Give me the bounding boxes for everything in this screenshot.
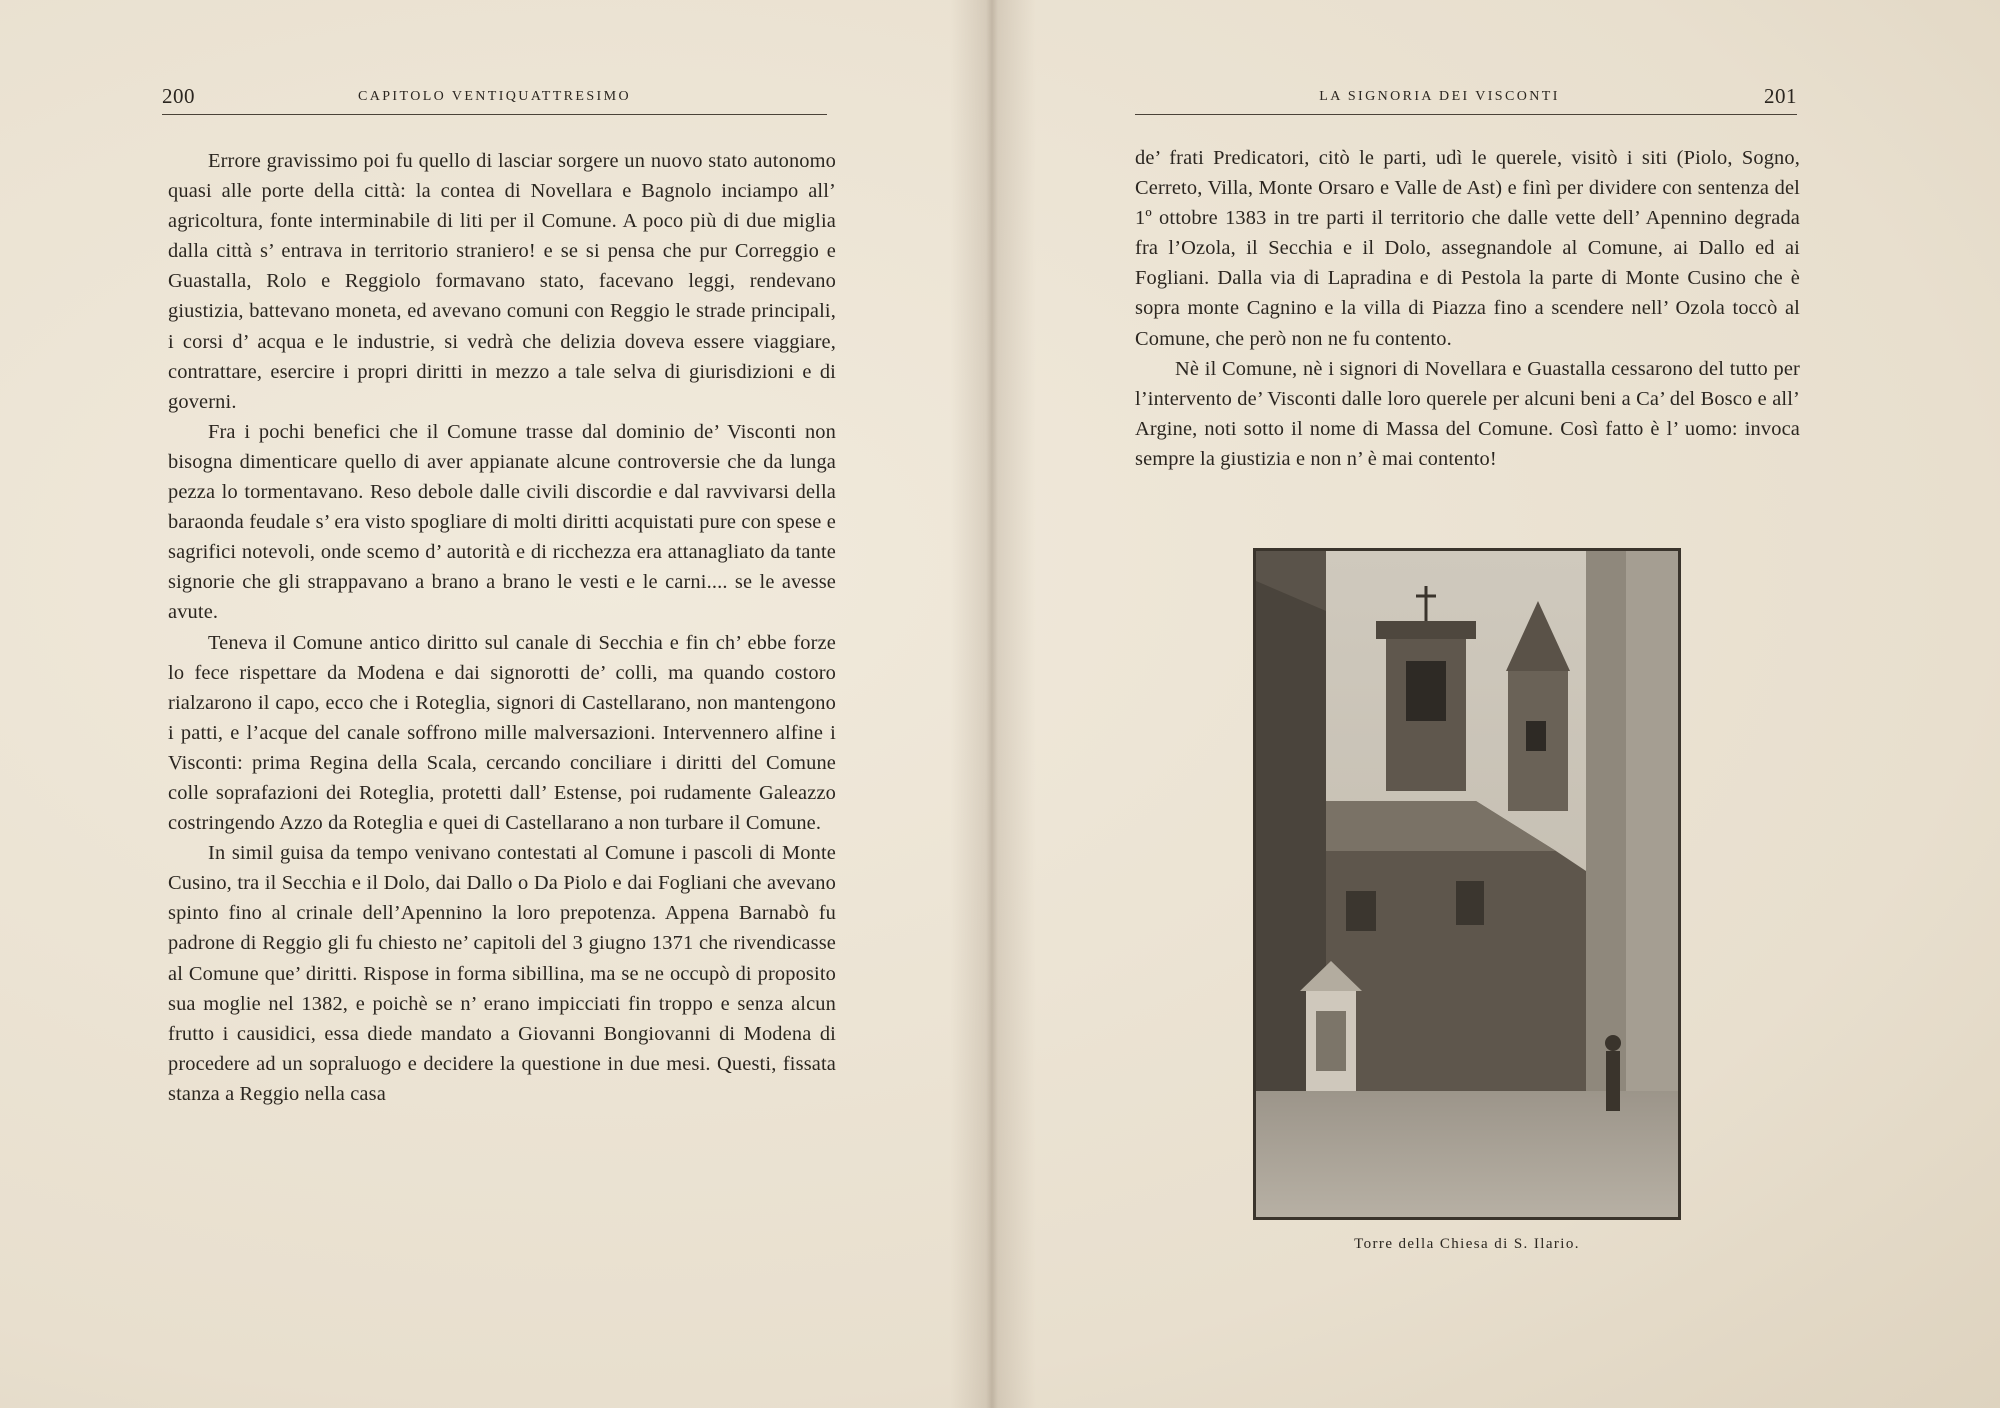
right-paragraph-1: de’ frati Predicatori, citò le parti, udì le querele, visitò i siti (Piolo, Sogno, Cerreto, Villa, Monte Orsaro e Valle de Ast) e finì per dividere con sentenza del 1º ottobre 1383 in tre parti il territorio che dalle vette dell’ Apennino degrada fra l’Ozola, il Secchia e il Dolo, assegnandole al Comune, ai Dallo ed ai Fogliani. Dalla via di Lapradina e di Pestola la parte di Monte Cusino che è sopra monte Cagnino e la villa di Piazza fino a scendere nell’ Ozola toccò al Comune, che però non ne fu contento. — [1135, 147, 1800, 350]
left-paragraph-2: Fra i pochi benefici che il Comune trasse dal dominio de’ Visconti non bisogna dimenticare quello di aver appianate alcune controversie che da lunga pezza lo tormentavano. Reso debole dalle civili discordie e dal ravvivarsi della baraonda feudale s’ era visto spogliare di molti diritti acquistati pure con spese e sagrifici notevoli, onde scemo d’ autorità e di ricchezza era attanagliato da tante signorie che gli strappavano a brano a brano le vesti e le carni.... se le avesse avute. — [168, 420, 836, 624]
left-body-text — [168, 146, 836, 1109]
left-running-title: CAPITOLO VENTIQUATTRESIMO — [358, 89, 631, 104]
left-page-number: 200 — [162, 84, 195, 108]
right-body-text — [1135, 143, 1800, 474]
right-running-title: LA SIGNORIA DEI VISCONTI — [1319, 89, 1560, 104]
right-page — [995, 0, 2000, 1408]
church-tower-illustration — [1256, 551, 1678, 1217]
figure-caption: Torre della Chiesa di S. Ilario. — [1354, 1236, 1580, 1252]
right-running-head — [1135, 84, 1797, 115]
left-running-head — [162, 84, 827, 115]
left-paragraph-3: Teneva il Comune antico diritto sul canale di Secchia e fin ch’ ebbe forze lo fece rispettare da Modena e dai signorotti de’ colli, ma quando costoro rialzarono il capo, ecco che i Roteglia, signori di Castellarano, non mantengono i patti, e l’acque del canale soffrono mille malversazioni. Intervennero alfine i Visconti: prima Regina della Scala, cercando conciliare i diritti del Comune colle soprafazioni dei Roteglia, protetti dall’ Estense, poi rudamente Galeazzo costringendo Azzo da Roteglia e quei di Castellarano a non turbare il Comune. — [168, 631, 836, 835]
right-paragraph-2: Nè il Comune, nè i signori di Novellara e Guastalla cessarono del tutto per l’intervento de’ Visconti dalle loro querele per alcuni beni a Ca’ del Bosco e all’ Argine, noti sotto il nome di Massa del Comune. Così fatto è l’ uomo: invoca sempre la giustizia e non n’ è mai contento! — [1135, 357, 1800, 470]
photograph-frame — [1253, 548, 1681, 1220]
left-paragraph-4: In simil guisa da tempo venivano contestati al Comune i pascoli di Monte Cusino, tra il Secchia e il Dolo, dai Dallo o Da Piolo e dai Fogliani che avevano spinto fino al crinale dell’Apennino la loro prepotenza. Appena Barnabò fu padrone di Reggio gli fu chiesto ne’ capitoli del 3 giugno 1371 che rivendicasse al Comune que’ diritti. Rispose in forma sibillina, ma se ne occupò di proposito sua moglie nel 1382, e poichè se n’ erano impicciati fin troppo e senza alcun frutto i causidici, essa diede mandato a Giovanni Bongiovanni di Modena di procedere ad un sopraluogo e decidere la questione in due mesi. Questi, fissata stanza a Reggio nella casa — [168, 842, 836, 1105]
left-paragraph-1: Errore gravissimo poi fu quello di lasciar sorgere un nuovo stato autonomo quasi alle porte della città: la contea di Novellara e Bagnolo inciampo all’ agricoltura, fonte interminabile di liti per il Comune. A poco più di due miglia dalla città s’ entrava in territorio straniero! e se si pensa che pur Correggio e Guastalla, Rolo e Reggiolo formavano stato, facevano leggi, rendevano giustizia, battevano moneta, ed avevano comuni con Reggio le strade principali, i corsi d’ acqua e le industrie, si vedrà che delizia doveva essere viaggiare, contrattare, esercire i propri diritti in mezzo a tale selva di giurisdizioni e di governi. — [168, 150, 836, 413]
right-page-number: 201 — [1764, 84, 1797, 108]
left-page — [0, 0, 990, 1408]
church-tower-photograph — [1253, 548, 1681, 1220]
